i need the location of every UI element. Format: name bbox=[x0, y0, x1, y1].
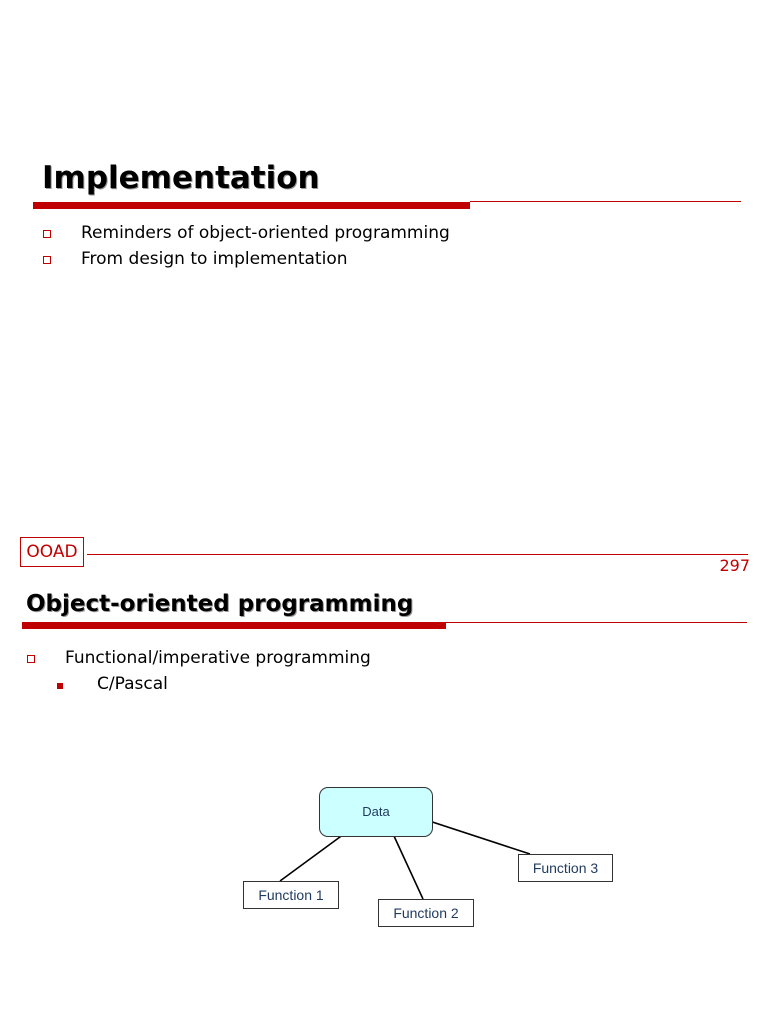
data-box: Data bbox=[319, 787, 433, 837]
slide-title-oop: Object-oriented programming bbox=[26, 591, 414, 617]
bullet-text-reminders: Reminders of object-oriented programming bbox=[81, 223, 450, 243]
footer-label: OOAD bbox=[20, 537, 84, 567]
sub-bullet-text-cpascal: C/Pascal bbox=[97, 674, 168, 694]
bullet-text-functional: Functional/imperative programming bbox=[65, 648, 371, 668]
bullet-text-design: From design to implementation bbox=[81, 249, 348, 269]
function-3-box: Function 3 bbox=[518, 854, 613, 882]
function-1-box: Function 1 bbox=[243, 881, 339, 909]
slide-title-implementation: Implementation bbox=[42, 160, 320, 196]
page-number: 297 bbox=[719, 556, 750, 575]
function-2-box: Function 2 bbox=[378, 899, 474, 927]
